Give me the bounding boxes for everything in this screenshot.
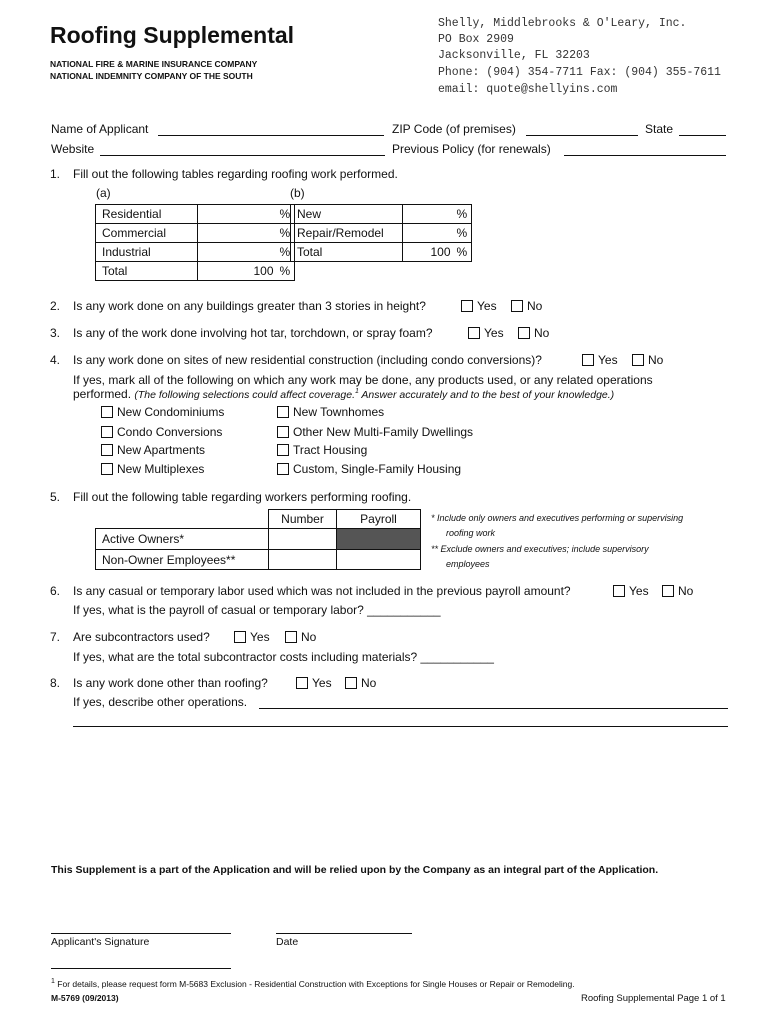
q8-no[interactable]: No <box>345 676 376 690</box>
table-b-label: (b) <box>290 186 305 200</box>
checkbox[interactable] <box>613 585 625 597</box>
option-new-multiplexes[interactable]: New Multiplexes <box>101 462 204 476</box>
q8-yes[interactable]: Yes <box>296 676 332 690</box>
q4-yes[interactable]: Yes <box>582 353 618 367</box>
table-a <box>95 204 295 281</box>
table-a-pct: % <box>280 243 295 262</box>
agency-po: PO Box 2909 <box>438 33 514 46</box>
workers-table <box>95 509 421 570</box>
table-row <box>96 224 295 243</box>
checkbox[interactable] <box>511 300 523 312</box>
applicant-name-field[interactable] <box>158 135 384 136</box>
checkbox[interactable] <box>632 354 644 366</box>
checkbox[interactable] <box>518 327 530 339</box>
table-row <box>96 205 295 224</box>
table-b-pct: % <box>457 205 472 224</box>
date-label: Date <box>276 936 299 948</box>
footnote: $^1$ For details, please request form M-5683 Exclusion - Residential Construction with Exceptions for Single Houses or Repair or Remodeling. <box>51 978 575 989</box>
q4-number: 4. <box>50 353 61 367</box>
checkbox[interactable] <box>277 463 289 475</box>
table-a-label-cell: Commercial <box>96 224 198 243</box>
agency-name: Shelly, Middlebrooks & O'Leary, Inc. <box>438 17 687 30</box>
signature-field[interactable] <box>51 933 231 934</box>
other-operations-field-2[interactable] <box>73 726 728 727</box>
q6-text: Is any casual or temporary labor used which was not included in the previous payroll amount? <box>73 584 571 598</box>
q7-number: 7. <box>50 630 61 644</box>
other-operations-field-1[interactable] <box>259 708 728 709</box>
q3-number: 3. <box>50 326 61 340</box>
checkbox[interactable] <box>101 463 113 475</box>
q4-no[interactable]: No <box>632 353 663 367</box>
table-b-value-cell[interactable] <box>403 224 457 243</box>
table-row <box>291 205 472 224</box>
option-condo-conversions[interactable]: Condo Conversions <box>101 425 222 439</box>
table-a-pct: % <box>280 205 295 224</box>
option-new-townhomes[interactable]: New Townhomes <box>277 405 384 419</box>
agency-email: email: quote@shellyins.com <box>438 83 618 96</box>
q6-yes[interactable]: Yes <box>613 584 649 598</box>
column-header: Number <box>269 510 337 529</box>
q5-text: Fill out the following table regarding workers performing roofing. <box>73 490 412 504</box>
q7-followup: If yes, what are the total subcontractor costs including materials? ___________ <box>73 650 494 664</box>
checkbox[interactable] <box>277 406 289 418</box>
owners-number-cell[interactable] <box>269 529 337 550</box>
checkbox[interactable] <box>101 426 113 438</box>
table-a-value-cell[interactable] <box>198 205 280 224</box>
table-a-value-cell: 100 <box>198 262 280 281</box>
table-row <box>96 529 421 550</box>
table-a-value-cell[interactable] <box>198 224 280 243</box>
note-employees: ** Exclude owners and executives; include supervisory <box>431 544 649 554</box>
previous-policy-label: Previous Policy (for renewals) <box>392 142 551 156</box>
employees-number-cell[interactable] <box>269 550 337 570</box>
option-new-apartments[interactable]: New Apartments <box>101 443 205 457</box>
table-b-value-cell[interactable] <box>403 205 457 224</box>
table-b-pct: % <box>457 243 472 262</box>
note-owners: * Include only owners and executives performing or supervising <box>431 513 684 523</box>
table-b-pct: % <box>457 224 472 243</box>
q7-text: Are subcontractors used? <box>73 630 210 644</box>
checkbox[interactable] <box>277 426 289 438</box>
table-row <box>291 243 472 262</box>
employees-payroll-cell[interactable] <box>337 550 421 570</box>
page-number: Roofing Supplemental Page 1 of 1 <box>581 993 726 1004</box>
owners-payroll-cell-shaded <box>337 529 421 550</box>
checkbox[interactable] <box>234 631 246 643</box>
row-label: Non-Owner Employees** <box>96 550 269 570</box>
signature-label: Applicant's Signature <box>51 936 150 948</box>
q3-no[interactable]: No <box>518 326 549 340</box>
website-label: Website <box>51 142 95 156</box>
checkbox[interactable] <box>277 444 289 456</box>
checkbox[interactable] <box>582 354 594 366</box>
state-field[interactable] <box>679 135 726 136</box>
table-a-label: (a) <box>96 186 111 200</box>
footnote-divider <box>51 968 231 969</box>
note-owners-cont: roofing work <box>446 528 496 538</box>
q6-followup: If yes, what is the payroll of casual or temporary labor? ___________ <box>73 603 441 617</box>
q8-followup: If yes, describe other operations. <box>73 695 248 709</box>
website-field[interactable] <box>100 155 385 156</box>
company-name-1: NATIONAL FIRE & MARINE INSURANCE COMPANY <box>50 59 258 69</box>
column-header: Payroll <box>337 510 421 529</box>
checkbox[interactable] <box>468 327 480 339</box>
checkbox[interactable] <box>101 444 113 456</box>
checkbox[interactable] <box>662 585 674 597</box>
q2-yes[interactable]: Yes <box>461 299 497 313</box>
table-b-label-cell: Repair/Remodel <box>291 224 403 243</box>
table-a-label-cell: Total <box>96 262 198 281</box>
q2-no[interactable]: No <box>511 299 542 313</box>
q2-text: Is any work done on any buildings greater than 3 stories in height? <box>73 299 426 313</box>
table-row <box>96 262 295 281</box>
q4-followup-line2: performed. (The following selections could affect coverage.$^1$ Answer accurately and to the best of your knowledge.) <box>73 387 615 401</box>
q8-number: 8. <box>50 676 61 690</box>
q6-number: 6. <box>50 584 61 598</box>
agency-city: Jacksonville, FL 32203 <box>438 49 590 62</box>
table-a-pct: % <box>280 262 295 281</box>
table-row <box>96 510 421 529</box>
checkbox[interactable] <box>461 300 473 312</box>
row-label: Active Owners* <box>96 529 269 550</box>
date-field[interactable] <box>276 933 412 934</box>
checkbox[interactable] <box>345 677 357 689</box>
table-row <box>96 550 421 570</box>
table-row <box>96 243 295 262</box>
option-new-condominiums[interactable]: New Condominiums <box>101 405 224 419</box>
q8-text: Is any work done other than roofing? <box>73 676 268 690</box>
table-b-label-cell: Total <box>291 243 403 262</box>
zip-field[interactable] <box>526 135 638 136</box>
state-label: State <box>645 122 674 136</box>
company-name-2: NATIONAL INDEMNITY COMPANY OF THE SOUTH <box>50 71 253 81</box>
q1-number: 1. <box>50 167 61 181</box>
option-tract-housing[interactable]: Tract Housing <box>277 443 367 457</box>
q7-no[interactable]: No <box>285 630 316 644</box>
q3-text: Is any of the work done involving hot tar, torchdown, or spray foam? <box>73 326 433 340</box>
q7-yes[interactable]: Yes <box>234 630 270 644</box>
table-b-label-cell: New <box>291 205 403 224</box>
agency-phone-fax: Phone: (904) 354-7711 Fax: (904) 355-7611 <box>438 66 721 79</box>
checkbox[interactable] <box>296 677 308 689</box>
option-custom-single-family[interactable]: Custom, Single-Family Housing <box>277 462 461 476</box>
table-b-value-cell: 100 <box>403 243 457 262</box>
note-employees-cont: employees <box>446 559 490 569</box>
table-a-label-cell: Residential <box>96 205 198 224</box>
table-a-label-cell: Industrial <box>96 243 198 262</box>
checkbox[interactable] <box>101 406 113 418</box>
table-a-pct: % <box>280 224 295 243</box>
q4-followup-line1: If yes, mark all of the following on which any work may be done, any products used, or any related operations <box>73 373 653 387</box>
previous-policy-field[interactable] <box>564 155 726 156</box>
table-a-value-cell[interactable] <box>198 243 280 262</box>
applicant-name-label: Name of Applicant <box>51 122 149 136</box>
q3-yes[interactable]: Yes <box>468 326 504 340</box>
table-b <box>290 204 472 262</box>
q2-number: 2. <box>50 299 61 313</box>
q4-text: Is any work done on sites of new residential construction (including condo conversions)? <box>73 353 542 367</box>
q5-number: 5. <box>50 490 61 504</box>
table-row <box>291 224 472 243</box>
zip-label: ZIP Code (of premises) <box>392 122 516 136</box>
page-title: Roofing Supplemental <box>50 22 295 48</box>
option-other-multifamily[interactable]: Other New Multi-Family Dwellings <box>277 425 473 439</box>
supplement-statement: This Supplement is a part of the Application and will be relied upon by the Company as an integral part of the Application. <box>51 864 659 876</box>
q6-no[interactable]: No <box>662 584 693 598</box>
checkbox[interactable] <box>285 631 297 643</box>
q1-text: Fill out the following tables regarding roofing work performed. <box>73 167 398 181</box>
form-id: M-5769 (09/2013) <box>51 993 119 1003</box>
